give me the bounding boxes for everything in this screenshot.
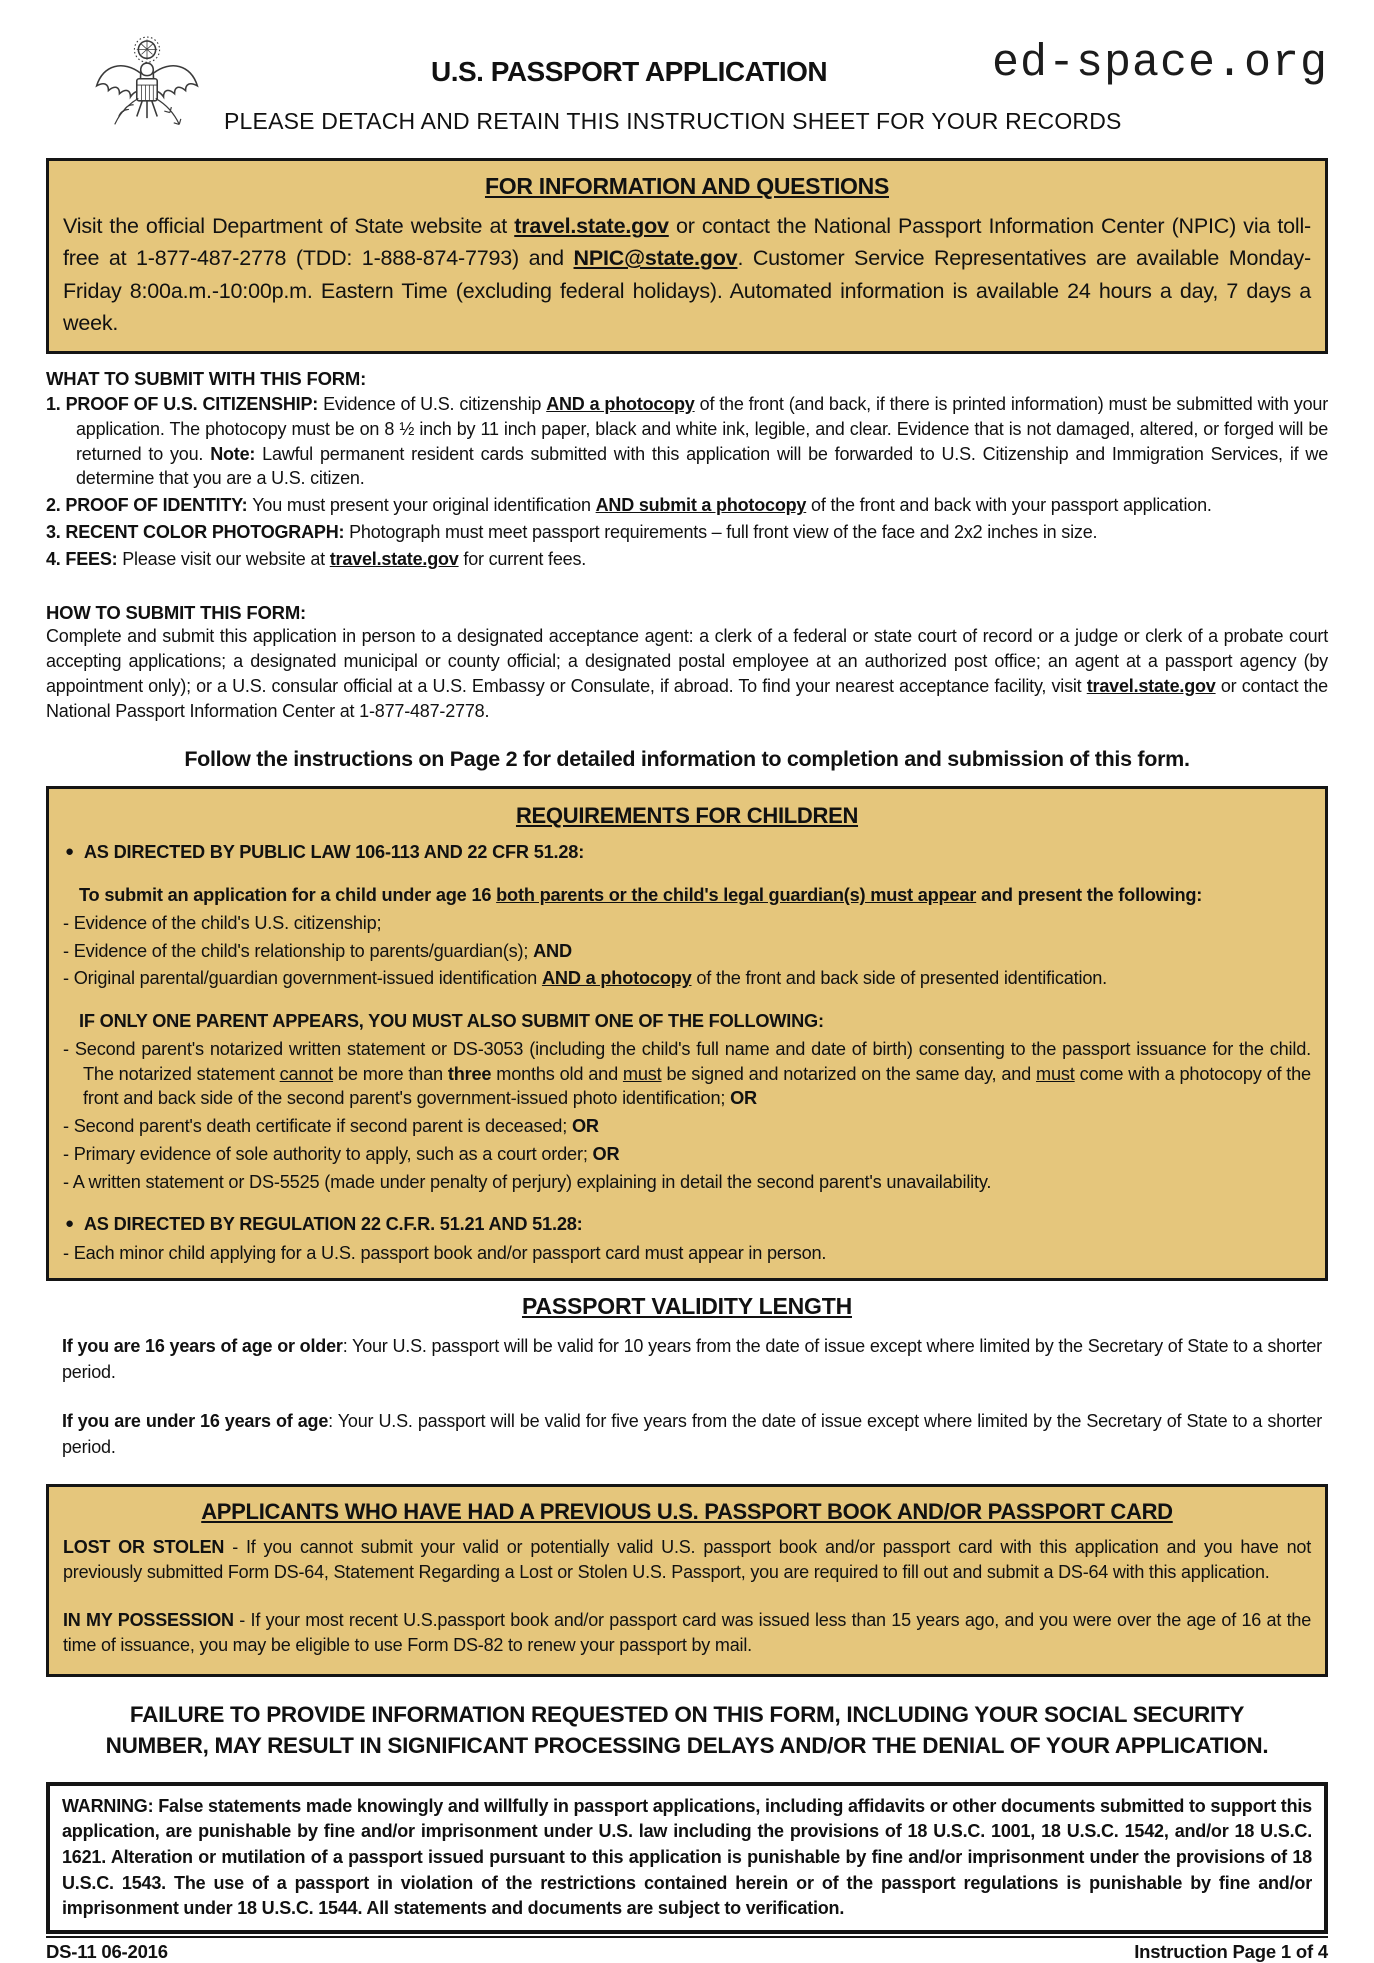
warning-box: WARNING: False statements made knowingly and willfully in passport applications, including affidavits or other documents submitted to support this application, are punishable by fine and/or imprisonment under U.S. law including the provisions of 18 U.S.C. 1001, 18 U.S.C. 1542, and/or 18 U.S.C. 1621. Alteration or mutilation of a passport issued pursuant to this application is punishable by fine and/or imprisonment under the provisions of 18 U.S.C. 1543. The use of a passport in violation of the restrictions contained herein or of the passport regulations is punishable by fine and/or imprisonment under 18 U.S.C. 1544. All statements and documents are subject to verification. — [46, 1782, 1328, 1934]
what-to-submit-heading: WHAT TO SUBMIT WITH THIS FORM: — [46, 368, 367, 389]
lost-or-stolen-para: LOST OR STOLEN - If you cannot submit your valid or potentially valid U.S. passport book and/or passport card with this application and you have not previously submitted Form DS-64, Statement Regarding a Lost or Stolen U.S. Passport, you are required to fill out and submit a DS-64 with this application. — [63, 1537, 1311, 1583]
info-box-title: FOR INFORMATION AND QUESTIONS — [484, 173, 889, 199]
bullet-icon: ● — [65, 843, 74, 861]
list-item: - Second parent's death certificate if second parent is deceased; OR — [63, 1116, 599, 1137]
list-item: - Evidence of the child's U.S. citizenship; — [63, 912, 382, 933]
page-footer — [46, 1936, 1328, 1963]
what-to-submit-list — [46, 392, 1328, 572]
previous-box-title: APPLICANTS WHO HAVE HAD A PREVIOUS U.S. PASSPORT BOOK AND/OR PASSPORT CARD — [201, 1499, 1173, 1525]
validity-title: PASSPORT VALIDITY LENGTH — [521, 1292, 852, 1319]
requirements-for-children-box — [46, 786, 1328, 1281]
list-item: 3. RECENT COLOR PHOTOGRAPH: Photograph must meet passport requirements – full front view of the face and 2x2 inches in size. — [46, 522, 1098, 543]
great-seal-eagle-icon — [88, 28, 206, 150]
follow-instructions-note: Follow the instructions on Page 2 for detailed information to completion and submission of this form. — [184, 746, 1190, 771]
both-parents-list — [63, 911, 1311, 991]
list-item: - A written statement or DS-5525 (made under penalty of perjury) explaining in detail the second parent's unavailability. — [63, 1171, 992, 1192]
list-item: - Second parent's notarized written statement or DS-3053 (including the child's full name and date of birth) consenting to the passport issuance for the child. The notarized statement cannot be more than three months old and must be signed and notarized on the same day, and must come with a photocopy of the front and back side of the second parent's government-issued photo identification; OR — [63, 1038, 1311, 1109]
bullet-icon: ● — [65, 1215, 74, 1233]
page-number: Instruction Page 1 of 4 — [1134, 1940, 1328, 1962]
watermark: ed-space.org — [991, 38, 1328, 89]
info-questions-box — [46, 158, 1328, 354]
how-to-submit-body: Complete and submit this application in person to a designated acceptance agent: a clerk of a federal or state court of record or a judge or clerk of a probate court accepting applications; a designated municipal or county official; a designated postal employee at an authorized post office; an agent at a passport agency (by appointment only); or a U.S. consular official at a U.S. Embassy or Consulate, if abroad. To find your nearest acceptance facility, visit travel.state.gov or contact the National Passport Information Center at 1-877-487-2778. — [46, 625, 1328, 722]
how-to-submit-heading: HOW TO SUBMIT THIS FORM: — [46, 601, 306, 623]
form-number: DS-11 06-2016 — [46, 1940, 168, 1962]
one-parent-list — [63, 1037, 1311, 1195]
list-item: 4. FEES: Please visit our website at travel.state.gov for current fees. — [46, 548, 587, 569]
children-box-title: REQUIREMENTS FOR CHILDREN — [515, 802, 859, 828]
page-title: U.S. PASSPORT APPLICATION — [431, 56, 828, 87]
one-parent-heading: IF ONLY ONE PARENT APPEARS, YOU MUST ALSO SUBMIT ONE OF THE FOLLOWING: — [79, 1011, 824, 1032]
minor-child-list — [63, 1241, 1311, 1266]
previous-passport-box — [46, 1484, 1328, 1677]
list-item: - Each minor child applying for a U.S. passport book and/or passport card must appear in person. — [63, 1243, 827, 1264]
list-item: - Primary evidence of sole authority to apply, such as a court order; OR — [63, 1143, 620, 1164]
child-under-16-line: To submit an application for a child under age 16 both parents or the child's legal guardian(s) must appear and present the following: — [79, 885, 1203, 906]
validity-under-16: If you are under 16 years of age: Your U.S. passport will be valid for five years from the date of issue except where limited by the Secretary of State to a shorter period. — [62, 1411, 1322, 1457]
regulation-heading: ● AS DIRECTED BY REGULATION 22 C.F.R. 51.21 AND 51.28: — [65, 1212, 1311, 1237]
in-my-possession-para: IN MY POSSESSION - If your most recent U.S.passport book and/or passport card was issued less than 15 years ago, and you were over the age of 16 at the time of issuance, you may be eligible to use Form DS-82 to renew your passport by mail. — [63, 1609, 1312, 1655]
page-header — [46, 28, 1328, 156]
info-box-body: Visit the official Department of State website at travel.state.gov or contact the National Passport Information Center (NPIC) via toll-free at 1-877-487-2778 (TDD: 1-888-874-7793) and NPIC@state.gov. Customer Service Representatives are available Monday-Friday 8:00a.m.-10:00p.m. Eastern Time (excluding federal holidays). Automated information is available 24 hours a day, 7 days a week. — [63, 214, 1312, 335]
failure-notice: FAILURE TO PROVIDE INFORMATION REQUESTED ON THIS FORM, INCLUDING YOUR SOCIAL SECURITY NUMBER, MAY RESULT IN SIGNIFICANT PROCESSING DELAYS AND/OR THE DENIAL OF YOUR APPLICATION. — [105, 1701, 1269, 1759]
public-law-heading: ● AS DIRECTED BY PUBLIC LAW 106-113 AND 22 CFR 51.28: — [65, 840, 1311, 865]
list-item: - Evidence of the child's relationship to parents/guardian(s); AND — [63, 940, 572, 961]
page-subtitle: PLEASE DETACH AND RETAIN THIS INSTRUCTION SHEET FOR YOUR RECORDS — [224, 108, 1122, 134]
list-item: 2. PROOF OF IDENTITY: You must present your original identification AND submit a photocopy of the front and back with your passport application. — [46, 495, 1212, 516]
validity-16-or-older: If you are 16 years of age or older: Your U.S. passport will be valid for 10 years from the date of issue except where limited by the Secretary of State to a shorter period. — [62, 1335, 1322, 1382]
list-item: - Original parental/guardian government-issued identification AND a photocopy of the front and back side of presented identification. — [63, 968, 1108, 989]
list-item: 1. PROOF OF U.S. CITIZENSHIP: Evidence of U.S. citizenship AND a photocopy of the front (and back, if there is printed information) must be submitted with your application. The photocopy must be on 8 ½ inch by 11 inch paper, black and white ink, legible, and clear. Evidence that is not damaged, altered, or forged will be returned to you. Note: Lawful permanent resident cards submitted with this application will be forwarded to U.S. Citizenship and Immigration Services, if we determine that you are a U.S. citizen. — [46, 394, 1329, 489]
